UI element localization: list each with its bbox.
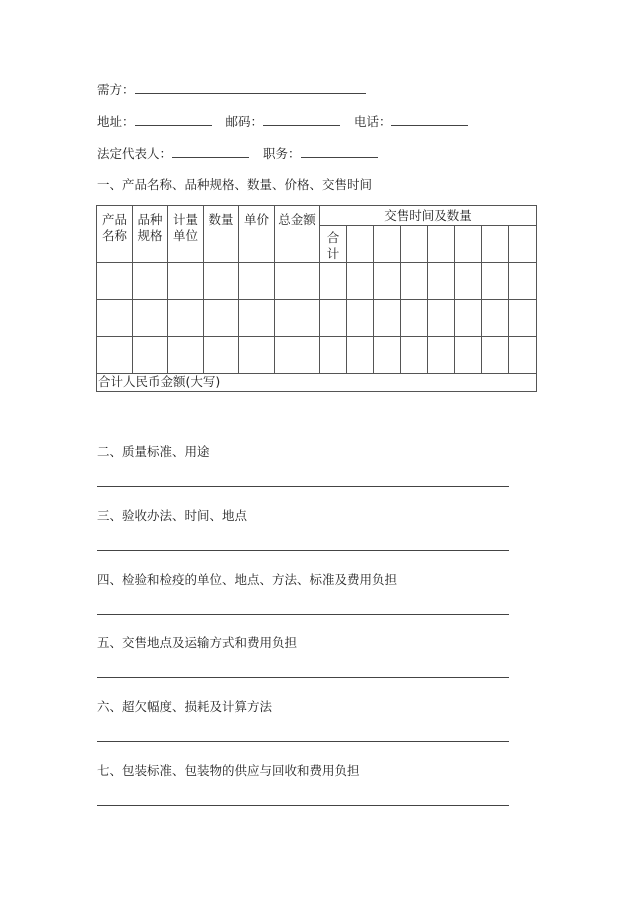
table-cell[interactable]: [428, 337, 455, 374]
table-cell[interactable]: [482, 337, 509, 374]
section-3-title: 三、验收办法、时间、地点: [97, 508, 248, 523]
header-quantity: 数量: [204, 206, 239, 263]
table-cell[interactable]: [455, 300, 482, 337]
table-cell[interactable]: [320, 263, 347, 300]
delivery-slot-header: [509, 226, 537, 263]
delivery-slot-header: [482, 226, 509, 263]
table-cell[interactable]: [168, 337, 204, 374]
section-5-answer-line[interactable]: [97, 677, 509, 678]
table-cell[interactable]: [168, 263, 204, 300]
phone-field[interactable]: [391, 114, 468, 126]
section-5-title: 五、交售地点及运输方式和费用负担: [97, 635, 298, 650]
table-cell[interactable]: [374, 263, 401, 300]
product-table: [96, 205, 537, 392]
header-total-amount: 总金额: [275, 206, 320, 263]
representative-label: 法定代表人：: [97, 146, 173, 161]
table-cell[interactable]: [347, 263, 374, 300]
total-amount-label[interactable]: 合计人民币金额(大写): [97, 374, 537, 392]
section-6-title: 六、超欠幅度、损耗及计算方法: [97, 699, 273, 714]
table-row: [97, 337, 537, 374]
section-3-answer-line[interactable]: [97, 550, 509, 551]
header-subtotal: 合计: [320, 226, 347, 263]
postcode-label: 邮码：: [225, 114, 263, 129]
table-cell[interactable]: [509, 337, 537, 374]
table-row: [97, 263, 537, 300]
section-6-answer-line[interactable]: [97, 741, 509, 742]
table-cell[interactable]: [97, 263, 133, 300]
table-cell[interactable]: [401, 337, 428, 374]
table-cell[interactable]: [168, 300, 204, 337]
table-cell[interactable]: [133, 263, 168, 300]
table-cell[interactable]: [204, 300, 239, 337]
table-cell[interactable]: [428, 300, 455, 337]
table-cell[interactable]: [97, 337, 133, 374]
address-label: 地址：: [97, 114, 135, 129]
table-cell[interactable]: [374, 337, 401, 374]
table-row: [97, 300, 537, 337]
table-cell[interactable]: [455, 263, 482, 300]
header-variety-spec: 品种规格: [133, 206, 168, 263]
table-cell[interactable]: [374, 300, 401, 337]
table-cell[interactable]: [509, 263, 537, 300]
table-cell[interactable]: [482, 300, 509, 337]
section-4-answer-line[interactable]: [97, 614, 509, 615]
delivery-slot-header: [455, 226, 482, 263]
address-line: [97, 112, 468, 130]
table-cell[interactable]: [133, 337, 168, 374]
table-cell[interactable]: [239, 337, 275, 374]
phone-label: 电话：: [353, 114, 392, 129]
delivery-slot-header: [374, 226, 401, 263]
buyer-line: [97, 80, 366, 98]
header-unit-price: 单价: [239, 206, 275, 263]
position-label: 职务：: [262, 146, 301, 161]
table-cell[interactable]: [320, 337, 347, 374]
table-cell[interactable]: [320, 300, 347, 337]
table-cell[interactable]: [97, 300, 133, 337]
table-cell[interactable]: [509, 300, 537, 337]
postcode-field[interactable]: [263, 114, 340, 126]
table-cell[interactable]: [204, 337, 239, 374]
buyer-label: 需方：: [97, 82, 135, 97]
table-cell[interactable]: [347, 337, 374, 374]
table-cell[interactable]: [239, 263, 275, 300]
section-4-title: 四、检验和检疫的单位、地点、方法、标准及费用负担: [97, 572, 398, 587]
delivery-slot-header: [428, 226, 455, 263]
table-cell[interactable]: [275, 300, 320, 337]
delivery-slot-header: [401, 226, 428, 263]
section-2-title: 二、质量标准、用途: [97, 444, 210, 459]
header-product-name: 产品名称: [97, 206, 133, 263]
position-field[interactable]: [301, 146, 378, 158]
representative-line: [97, 144, 378, 162]
representative-field[interactable]: [172, 146, 249, 158]
table-cell[interactable]: [455, 337, 482, 374]
table-cell[interactable]: [133, 300, 168, 337]
table-cell[interactable]: [347, 300, 374, 337]
section-7-answer-line[interactable]: [97, 805, 509, 806]
table-cell[interactable]: [401, 300, 428, 337]
section-7-title: 七、包装标准、包装物的供应与回收和费用负担: [97, 763, 360, 778]
table-cell[interactable]: [239, 300, 275, 337]
table-cell[interactable]: [401, 263, 428, 300]
buyer-name-field[interactable]: [135, 82, 366, 94]
table-cell[interactable]: [204, 263, 239, 300]
table-cell[interactable]: [275, 337, 320, 374]
header-unit: 计量单位: [168, 206, 204, 263]
table-cell[interactable]: [428, 263, 455, 300]
section-1-title: 一、产品名称、品种规格、数量、价格、交售时间: [97, 177, 373, 192]
header-delivery-time-quantity: 交售时间及数量: [320, 206, 537, 226]
total-amount-row: [97, 374, 537, 392]
address-field[interactable]: [135, 114, 212, 126]
table-cell[interactable]: [482, 263, 509, 300]
table-cell[interactable]: [275, 263, 320, 300]
section-2-answer-line[interactable]: [97, 486, 509, 487]
delivery-slot-header: [347, 226, 374, 263]
